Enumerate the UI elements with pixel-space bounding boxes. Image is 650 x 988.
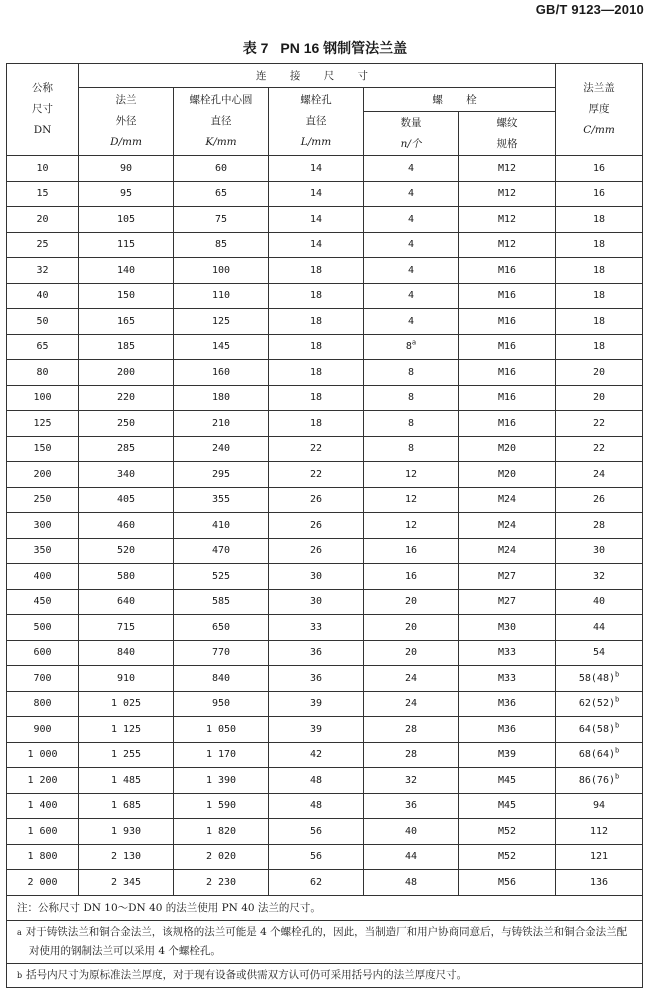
cell-dn: 65 (7, 334, 79, 360)
cell-k: 110 (174, 283, 269, 309)
cell-l: 18 (269, 385, 364, 411)
cell-d: 1 685 (79, 793, 174, 819)
cell-n: 4 (364, 283, 459, 309)
cell-c: 28 (556, 513, 643, 539)
cell-n: 16 (364, 538, 459, 564)
cell-n: 4 (364, 207, 459, 233)
cell-d: 1 125 (79, 717, 174, 743)
cell-l: 18 (269, 360, 364, 386)
cell-dn: 450 (7, 589, 79, 615)
cell-dn: 250 (7, 487, 79, 513)
cell-dn: 1 200 (7, 768, 79, 794)
cell-dn: 100 (7, 385, 79, 411)
cell-n: 28 (364, 717, 459, 743)
cell-d: 1 930 (79, 819, 174, 845)
cell-k: 100 (174, 258, 269, 284)
cell-dn: 500 (7, 615, 79, 641)
cell-k: 210 (174, 411, 269, 437)
cell-thread: M20 (459, 462, 556, 488)
cell-d: 105 (79, 207, 174, 233)
cell-l: 14 (269, 181, 364, 207)
cell-thread: M24 (459, 487, 556, 513)
cell-thread: M24 (459, 513, 556, 539)
cell-l: 30 (269, 564, 364, 590)
cell-n: 16 (364, 564, 459, 590)
cell-c: 18 (556, 309, 643, 335)
cell-n: 4 (364, 181, 459, 207)
cell-l: 36 (269, 640, 364, 666)
cell-d: 1 255 (79, 742, 174, 768)
table-row (7, 385, 643, 411)
cell-c: 20 (556, 360, 643, 386)
table-note: 注：公称尺寸 DN 10～DN 40 的法兰使用 PN 40 法兰的尺寸。 (7, 895, 643, 920)
cell-k: 65 (174, 181, 269, 207)
cell-k: 650 (174, 615, 269, 641)
cell-dn: 40 (7, 283, 79, 309)
table-row (7, 207, 643, 233)
cell-n: 4 (364, 232, 459, 258)
table-row (7, 793, 643, 819)
cell-thread: M16 (459, 258, 556, 284)
cell-thread: M45 (459, 768, 556, 794)
cell-k: 525 (174, 564, 269, 590)
cell-c: 22 (556, 411, 643, 437)
table-row (7, 513, 643, 539)
cell-dn: 50 (7, 309, 79, 335)
cell-thread: M12 (459, 181, 556, 207)
cell-n: 20 (364, 640, 459, 666)
cell-l: 36 (269, 666, 364, 692)
cell-k: 75 (174, 207, 269, 233)
cell-n: 32 (364, 768, 459, 794)
cell-thread: M39 (459, 742, 556, 768)
cell-n: 44 (364, 844, 459, 870)
table-row (7, 411, 643, 437)
cell-thread: M27 (459, 564, 556, 590)
cell-d: 840 (79, 640, 174, 666)
cell-thread: M36 (459, 691, 556, 717)
header-bolt-circle: 螺栓孔中心圆 直径 K/mm (174, 88, 269, 156)
cell-k: 125 (174, 309, 269, 335)
cell-n: 20 (364, 589, 459, 615)
header-bolt-hole: 螺栓孔 直径 L/mm (269, 88, 364, 156)
cell-dn: 80 (7, 360, 79, 386)
cell-dn: 15 (7, 181, 79, 207)
cell-k: 950 (174, 691, 269, 717)
cell-thread: M12 (459, 232, 556, 258)
table-row (7, 844, 643, 870)
cell-c: 18 (556, 207, 643, 233)
cell-l: 22 (269, 462, 364, 488)
cell-thread: M36 (459, 717, 556, 743)
cell-thread: M52 (459, 844, 556, 870)
cell-c: 16 (556, 181, 643, 207)
table-row (7, 615, 643, 641)
footnote-marker: b (615, 772, 620, 781)
cell-d: 200 (79, 360, 174, 386)
cell-n: 24 (364, 666, 459, 692)
cell-l: 26 (269, 513, 364, 539)
cell-n: 8 (364, 411, 459, 437)
cell-k: 355 (174, 487, 269, 513)
cell-d: 460 (79, 513, 174, 539)
cell-d: 90 (79, 156, 174, 182)
table-row (7, 436, 643, 462)
cell-k: 60 (174, 156, 269, 182)
cell-l: 56 (269, 844, 364, 870)
header-dn: 公称 尺寸 DN (7, 64, 79, 156)
cell-dn: 25 (7, 232, 79, 258)
cell-c: 44 (556, 615, 643, 641)
cell-n: 48 (364, 870, 459, 896)
cell-d: 285 (79, 436, 174, 462)
footnote-marker: b (615, 721, 620, 730)
cell-thread: M56 (459, 870, 556, 896)
cell-k: 85 (174, 232, 269, 258)
cell-thread: M20 (459, 436, 556, 462)
cell-n: 8 (364, 360, 459, 386)
cell-n: 4 (364, 258, 459, 284)
table-row (7, 334, 643, 360)
cell-l: 33 (269, 615, 364, 641)
table-title (0, 38, 650, 58)
cell-n: 8$^a$ (364, 334, 459, 360)
table-row (7, 309, 643, 335)
cell-d: 140 (79, 258, 174, 284)
cell-n: 12 (364, 487, 459, 513)
cell-dn: 1 000 (7, 742, 79, 768)
cell-n: 8 (364, 385, 459, 411)
cell-thread: M27 (459, 589, 556, 615)
table-row (7, 768, 643, 794)
cell-n: 24 (364, 691, 459, 717)
footnote-marker: b (615, 670, 620, 679)
cell-d: 640 (79, 589, 174, 615)
cell-c: $58(48)^b$ (556, 666, 643, 692)
cell-thread: M12 (459, 156, 556, 182)
footnote-marker: b (615, 695, 620, 704)
cell-c: 18 (556, 232, 643, 258)
header-bolt-qty: 数量 n/个 (364, 112, 459, 156)
footnote-b: $^b$ 括号内尺寸为原标准法兰厚度，对于现有设备或供需双方认可仍可采用括号内的法兰厚度尺寸。 (7, 963, 643, 987)
cell-l: 39 (269, 717, 364, 743)
cell-dn: 20 (7, 207, 79, 233)
cell-dn: 10 (7, 156, 79, 182)
table-row (7, 666, 643, 692)
footnote-marker: a (411, 338, 417, 347)
table-row (7, 717, 643, 743)
cell-c: 121 (556, 844, 643, 870)
cell-dn: 900 (7, 717, 79, 743)
cell-k: 585 (174, 589, 269, 615)
cell-k: 470 (174, 538, 269, 564)
cell-k: 145 (174, 334, 269, 360)
cell-thread: M33 (459, 640, 556, 666)
cell-d: 2 130 (79, 844, 174, 870)
cell-k: 1 590 (174, 793, 269, 819)
cell-n: 4 (364, 156, 459, 182)
cell-l: 56 (269, 819, 364, 845)
cell-c: 18 (556, 258, 643, 284)
table-row (7, 360, 643, 386)
cell-l: 18 (269, 258, 364, 284)
cell-k: 160 (174, 360, 269, 386)
cell-thread: M16 (459, 283, 556, 309)
table-row (7, 181, 643, 207)
cell-d: 250 (79, 411, 174, 437)
standard-number: GB/T 9123—2010 (535, 2, 644, 17)
table-row (7, 691, 643, 717)
cell-l: 22 (269, 436, 364, 462)
cell-thread: M16 (459, 309, 556, 335)
table-row (7, 538, 643, 564)
cell-thread: M45 (459, 793, 556, 819)
cell-dn: 1 600 (7, 819, 79, 845)
cell-c: 20 (556, 385, 643, 411)
cell-c: 54 (556, 640, 643, 666)
cell-d: 150 (79, 283, 174, 309)
cell-l: 30 (269, 589, 364, 615)
cell-thread: M30 (459, 615, 556, 641)
cell-d: 340 (79, 462, 174, 488)
cell-l: 18 (269, 283, 364, 309)
table-row (7, 742, 643, 768)
cell-thread: M24 (459, 538, 556, 564)
cell-c: 40 (556, 589, 643, 615)
cell-d: 405 (79, 487, 174, 513)
cell-k: 240 (174, 436, 269, 462)
cell-d: 1 025 (79, 691, 174, 717)
cell-d: 185 (79, 334, 174, 360)
cell-l: 14 (269, 207, 364, 233)
cell-dn: 150 (7, 436, 79, 462)
cell-n: 4 (364, 309, 459, 335)
footnote-a: $^a$ 对于铸铁法兰和铜合金法兰，该规格的法兰可能是 4 个螺栓孔的，因此，当制造厂和用户协商同意后，与铸铁法兰和铜合金法兰配对使用的钢制法兰可以采用 4 个螺栓孔。 (7, 920, 643, 963)
cell-l: 18 (269, 334, 364, 360)
header-connection: 连 接 尺 寸 (79, 64, 556, 88)
cell-c: 24 (556, 462, 643, 488)
cell-c: 112 (556, 819, 643, 845)
cell-c: $64(58)^b$ (556, 717, 643, 743)
cell-dn: 125 (7, 411, 79, 437)
cell-dn: 800 (7, 691, 79, 717)
cell-k: 770 (174, 640, 269, 666)
cell-l: 18 (269, 309, 364, 335)
cell-c: 22 (556, 436, 643, 462)
cell-thread: M16 (459, 411, 556, 437)
cell-dn: 350 (7, 538, 79, 564)
table-row (7, 232, 643, 258)
cell-dn: 700 (7, 666, 79, 692)
header-bolts: 螺 栓 (364, 88, 556, 112)
cell-l: 18 (269, 411, 364, 437)
cell-thread: M16 (459, 360, 556, 386)
cell-c: 136 (556, 870, 643, 896)
cell-d: 115 (79, 232, 174, 258)
cell-l: 39 (269, 691, 364, 717)
cell-n: 28 (364, 742, 459, 768)
cell-thread: M52 (459, 819, 556, 845)
cell-k: 410 (174, 513, 269, 539)
table-body (7, 156, 643, 896)
cell-dn: 1 800 (7, 844, 79, 870)
cell-d: 715 (79, 615, 174, 641)
cell-k: 2 020 (174, 844, 269, 870)
cell-d: 165 (79, 309, 174, 335)
cell-c: 18 (556, 283, 643, 309)
cell-c: 94 (556, 793, 643, 819)
cell-k: 1 820 (174, 819, 269, 845)
cell-n: 12 (364, 513, 459, 539)
cell-d: 520 (79, 538, 174, 564)
cell-d: 910 (79, 666, 174, 692)
cell-k: 295 (174, 462, 269, 488)
header-thickness: 法兰盖 厚度 C/mm (556, 64, 643, 156)
cell-k: 180 (174, 385, 269, 411)
header-flange-od: 法兰 外径 D/mm (79, 88, 174, 156)
cell-c: $68(64)^b$ (556, 742, 643, 768)
cell-l: 26 (269, 538, 364, 564)
table-row (7, 564, 643, 590)
table-row (7, 640, 643, 666)
cell-d: 580 (79, 564, 174, 590)
cell-c: 26 (556, 487, 643, 513)
cell-thread: M16 (459, 385, 556, 411)
cell-n: 40 (364, 819, 459, 845)
table-row (7, 156, 643, 182)
flange-table (6, 63, 643, 988)
cell-c: 30 (556, 538, 643, 564)
table-row (7, 870, 643, 896)
cell-l: 42 (269, 742, 364, 768)
cell-c: $62(52)^b$ (556, 691, 643, 717)
cell-l: 14 (269, 156, 364, 182)
table-row (7, 819, 643, 845)
cell-l: 48 (269, 768, 364, 794)
cell-k: 1 170 (174, 742, 269, 768)
cell-l: 14 (269, 232, 364, 258)
cell-l: 62 (269, 870, 364, 896)
table-row (7, 258, 643, 284)
cell-dn: 600 (7, 640, 79, 666)
table-row (7, 283, 643, 309)
cell-dn: 400 (7, 564, 79, 590)
cell-l: 48 (269, 793, 364, 819)
cell-l: 26 (269, 487, 364, 513)
table-number: 表 7 (242, 40, 269, 56)
cell-c: 18 (556, 334, 643, 360)
cell-n: 12 (364, 462, 459, 488)
cell-c: 32 (556, 564, 643, 590)
cell-thread: M16 (459, 334, 556, 360)
footnote-marker: b (615, 746, 620, 755)
cell-k: 2 230 (174, 870, 269, 896)
cell-k: 1 050 (174, 717, 269, 743)
cell-dn: 32 (7, 258, 79, 284)
cell-n: 20 (364, 615, 459, 641)
cell-n: 8 (364, 436, 459, 462)
table-caption: PN 16 钢制管法兰盖 (280, 40, 408, 56)
cell-dn: 300 (7, 513, 79, 539)
cell-thread: M33 (459, 666, 556, 692)
table-row (7, 487, 643, 513)
cell-d: 220 (79, 385, 174, 411)
cell-dn: 2 000 (7, 870, 79, 896)
cell-dn: 200 (7, 462, 79, 488)
header-bolt-thread: 螺纹 规格 (459, 112, 556, 156)
cell-c: 16 (556, 156, 643, 182)
cell-dn: 1 400 (7, 793, 79, 819)
cell-d: 95 (79, 181, 174, 207)
cell-d: 1 485 (79, 768, 174, 794)
cell-c: $86(76)^b$ (556, 768, 643, 794)
cell-k: 840 (174, 666, 269, 692)
table-row (7, 462, 643, 488)
cell-n: 36 (364, 793, 459, 819)
cell-thread: M12 (459, 207, 556, 233)
cell-k: 1 390 (174, 768, 269, 794)
table-row (7, 589, 643, 615)
cell-d: 2 345 (79, 870, 174, 896)
